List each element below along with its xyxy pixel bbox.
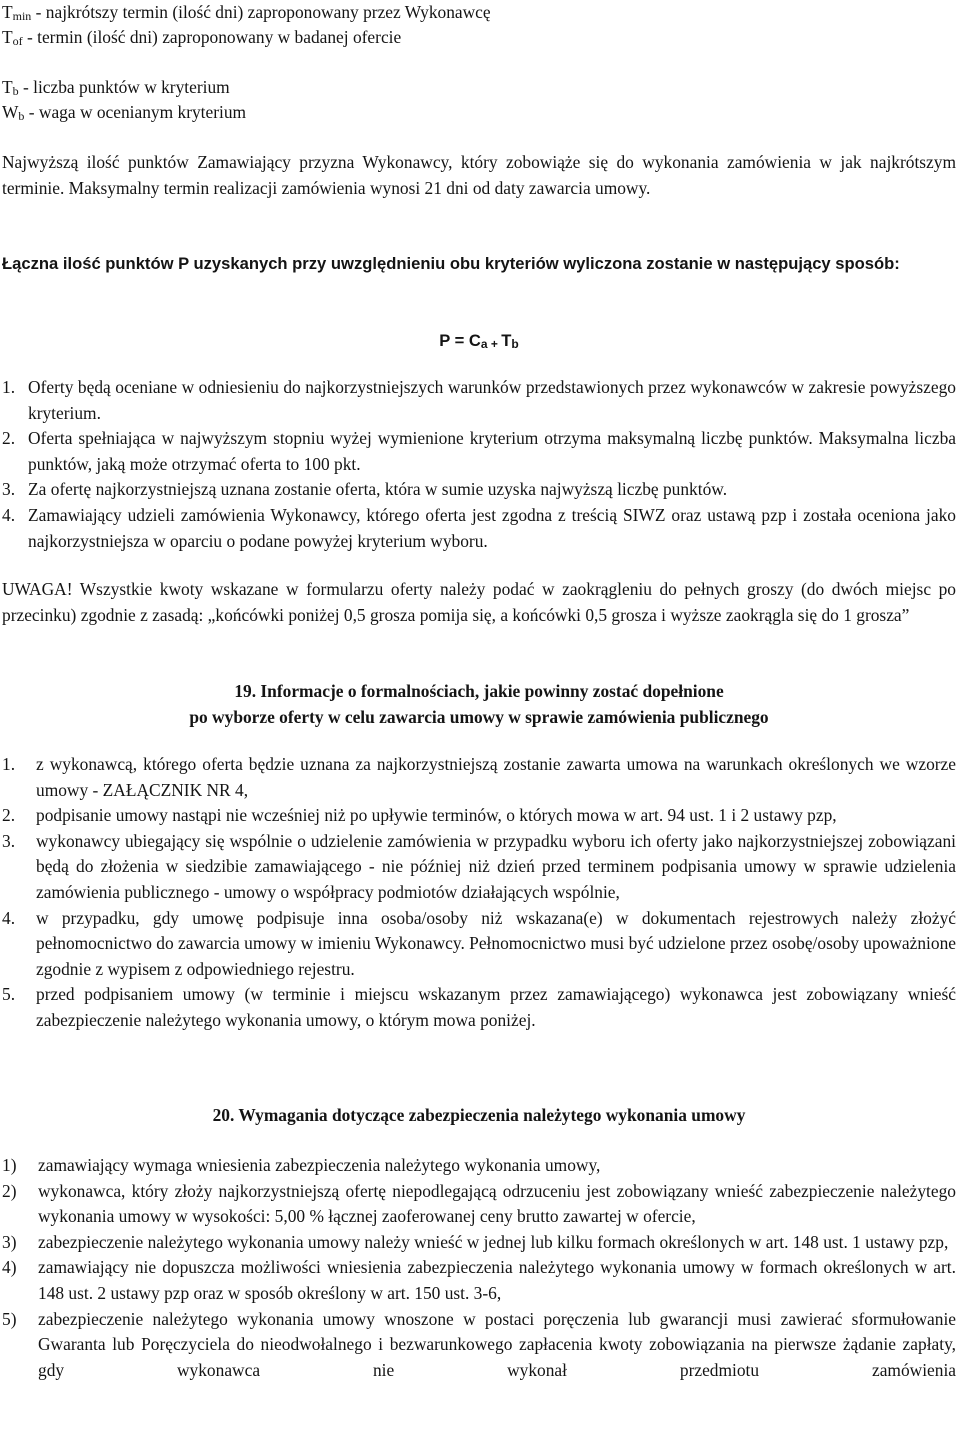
section-20-heading: 20. Wymagania dotyczące zabezpieczenia należytego wykonania umowy	[212, 1105, 746, 1125]
item-number: 5)	[2, 1308, 17, 1329]
formula-subscript-b: b	[511, 337, 519, 351]
rule-number: 2.	[2, 428, 16, 449]
section-19-list	[2, 752, 956, 1034]
item-text: wykonawca, który złoży najkorzystniejszą ofertę niepodlegającą odrzuceniu jest zobowiązany wnieść zabezpieczenie należytego wykonania umowy w wysokości: 5,00 % łącznej zaoferowanej ceny brutto zawartej w ofercie,	[38, 1180, 956, 1227]
total-points-paragraph: Łączna ilość punktów P uzyskanych przy uwzględnieniu obu kryteriów wyliczona zostanie w następujący sposób:	[2, 254, 900, 273]
rule-text: Zamawiający udzieli zamówienia Wykonawcy, którego oferta jest zgodna z treścią SIWZ oraz ustawą pzp i została oceniona jako najkorzystniejsza w oparciu o podane powyżej kryterium wyboru.	[28, 504, 956, 551]
formula-subscript-a: a +	[480, 337, 502, 351]
definition-text: - termin (ilość dni) zaproponowany w badanej ofercie	[22, 27, 402, 47]
item-number: 4.	[2, 907, 16, 928]
max-points-paragraph: Najwyższą ilość punktów Zamawiający przyzna Wykonawcy, który zobowiąże się do wykonania zamówienia w jak najkrótszym terminie. Maksymalny termin realizacji zamówienia wynosi 21 dni od daty zawarcia umowy.	[2, 152, 956, 198]
item-number: 2.	[2, 805, 16, 826]
section-19-item	[2, 982, 956, 1033]
definition-subscript: b	[12, 84, 19, 98]
section-19-title-line1: 19. Informacje o formalnościach, jakie powinny zostać dopełnione	[234, 681, 724, 701]
definition-symbol: W	[2, 102, 19, 122]
definition-subscript: min	[12, 9, 32, 23]
section-19-heading	[2, 679, 956, 730]
item-text: wykonawcy ubiegający się wspólnie o udzielenie zamówienia w przypadku wyboru ich oferty jako najkorzystniejszej zobowiązani będą do złożenia w siedzibie zamawiającego - nie później niż dzień przed terminem podpisania umowy w sprawie udzielenia zamówienia publicznego - umowy o współpracy podmiotów działających wspólnie,	[36, 830, 956, 902]
rule-text: Oferta spełniająca w najwyższym stopniu wyżej wymienione kryterium otrzyma maksymalną liczbę punktów. Maksymalna liczba punktów, jaką może otrzymać oferta to 100 pkt.	[28, 428, 956, 474]
warning-paragraph: UWAGA! Wszystkie kwoty wskazane w formularzu oferty należy podać w zaokrągleniu do pełnych groszy (do dwóch miejsc po przecinku) zgodnie z zasadą: „końcówki poniżej 0,5 grosza pomija się, a końcówki 0,5 grosza i wyższe zaokrągla się do 1 grosza”	[2, 579, 956, 625]
section-20-item	[2, 1307, 956, 1384]
rule-number: 3.	[2, 479, 16, 500]
item-text: w przypadku, gdy umowę podpisuje inna osoba/osoby niż wskazana(e) w dokumentach rejestrowych należy złożyć pełnomocnictwo do zawarcia umowy w imieniu Wykonawcy. Pełnomocnictwo musi być udzielone przez osobę/osoby upoważnione zgodnie z wypisem z odpowiedniego rejestru.	[36, 907, 956, 979]
item-number: 1.	[2, 754, 16, 774]
definition-text: - waga w ocenianym kryterium	[24, 102, 247, 122]
evaluation-rules	[2, 375, 956, 554]
definition-symbol: T	[2, 2, 13, 22]
section-20-item	[2, 1255, 956, 1306]
section-20-item	[2, 1230, 956, 1256]
section-19-item	[2, 906, 956, 983]
definition-symbol: T	[2, 77, 13, 97]
definition-subscript: of	[12, 34, 23, 48]
item-text: przed podpisaniem umowy (w terminie i miejscu wskazanym przez zamawiającego) wykonawca jest zobowiązany wnieść zabezpieczenie należytego wykonania umowy, o którym mowa poniżej.	[36, 984, 956, 1030]
section-20-list	[2, 1153, 956, 1383]
section-19-item	[2, 829, 956, 906]
rule-text: Oferty będą oceniane w odniesieniu do najkorzystniejszych warunków przedstawionych przez wykonawców w zakresie powyższego kryterium.	[28, 377, 956, 423]
definition-text: - liczba punktów w kryterium	[18, 77, 230, 97]
formula	[2, 328, 956, 356]
formula-t: T	[501, 331, 512, 350]
formula-lhs: P = C	[439, 331, 481, 350]
rule-number: 1.	[2, 377, 16, 397]
item-number: 2)	[2, 1180, 17, 1201]
definition-symbol: T	[2, 27, 13, 47]
definition-item	[2, 100, 246, 128]
item-number: 3.	[2, 830, 16, 851]
rule-item	[2, 426, 956, 477]
definition-text: - najkrótszy termin (ilość dni) zaproponowany przez Wykonawcę	[31, 2, 491, 22]
section-19-item	[2, 752, 956, 803]
section-19-item	[2, 803, 956, 829]
item-text: z wykonawcą, którego oferta będzie uznana za najkorzystniejszą zostanie zawarta umowa na warunkach określonych we wzorze umowy - ZAŁĄCZNIK NR 4,	[36, 754, 956, 800]
item-text: zamawiający wymaga wniesienia zabezpieczenia należytego wykonania umowy,	[38, 1155, 601, 1175]
section-20-item	[2, 1179, 956, 1230]
rule-number: 4.	[2, 504, 16, 525]
rule-item	[2, 375, 956, 426]
item-number: 1)	[2, 1155, 17, 1175]
rule-item	[2, 503, 956, 554]
item-text: podpisanie umowy nastąpi nie wcześniej niż po upływie terminów, o których mowa w art. 94 ust. 1 i 2 ustawy pzp,	[36, 805, 837, 826]
item-number: 3)	[2, 1231, 17, 1252]
definition-item	[2, 75, 230, 103]
item-text: zamawiający nie dopuszcza możliwości wniesienia zabezpieczenia należytego wykonania umowy w formach określonych w art. 148 ust. 2 ustawy pzp oraz w sposób określony w art. 150 ust. 3-6,	[38, 1257, 956, 1303]
definition-item	[2, 0, 491, 28]
rule-text: Za ofertę najkorzystniejszą uznana zostanie oferta, która w sumie uzyska najwyższą liczbę punktów.	[28, 479, 728, 500]
item-number: 5.	[2, 984, 16, 1005]
item-text: zabezpieczenie należytego wykonania umowy należy wnieść w jednej lub kilku formach określonych w art. 148 ust. 1 ustawy pzp,	[38, 1231, 949, 1252]
item-number: 4)	[2, 1257, 17, 1278]
definition-item	[2, 25, 401, 53]
item-text: zabezpieczenie należytego wykonania umowy wnoszone w postaci poręczenia lub gwarancji musi zawierać sformułowanie Gwaranta lub Poręczyciela do nieodwołalnego i bezwarunkowego zapłacenia kwoty zobowiązania na pierwsze żądanie zapłaty, gdy wykonawca nie wykonał przedmiotu zamówienia	[38, 1308, 956, 1380]
rule-item	[2, 477, 956, 503]
section-20-item	[2, 1153, 956, 1179]
definition-subscript: b	[18, 109, 25, 123]
section-19-title-line2: po wyborze oferty w celu zawarcia umowy w sprawie zamówienia publicznego	[189, 706, 769, 727]
